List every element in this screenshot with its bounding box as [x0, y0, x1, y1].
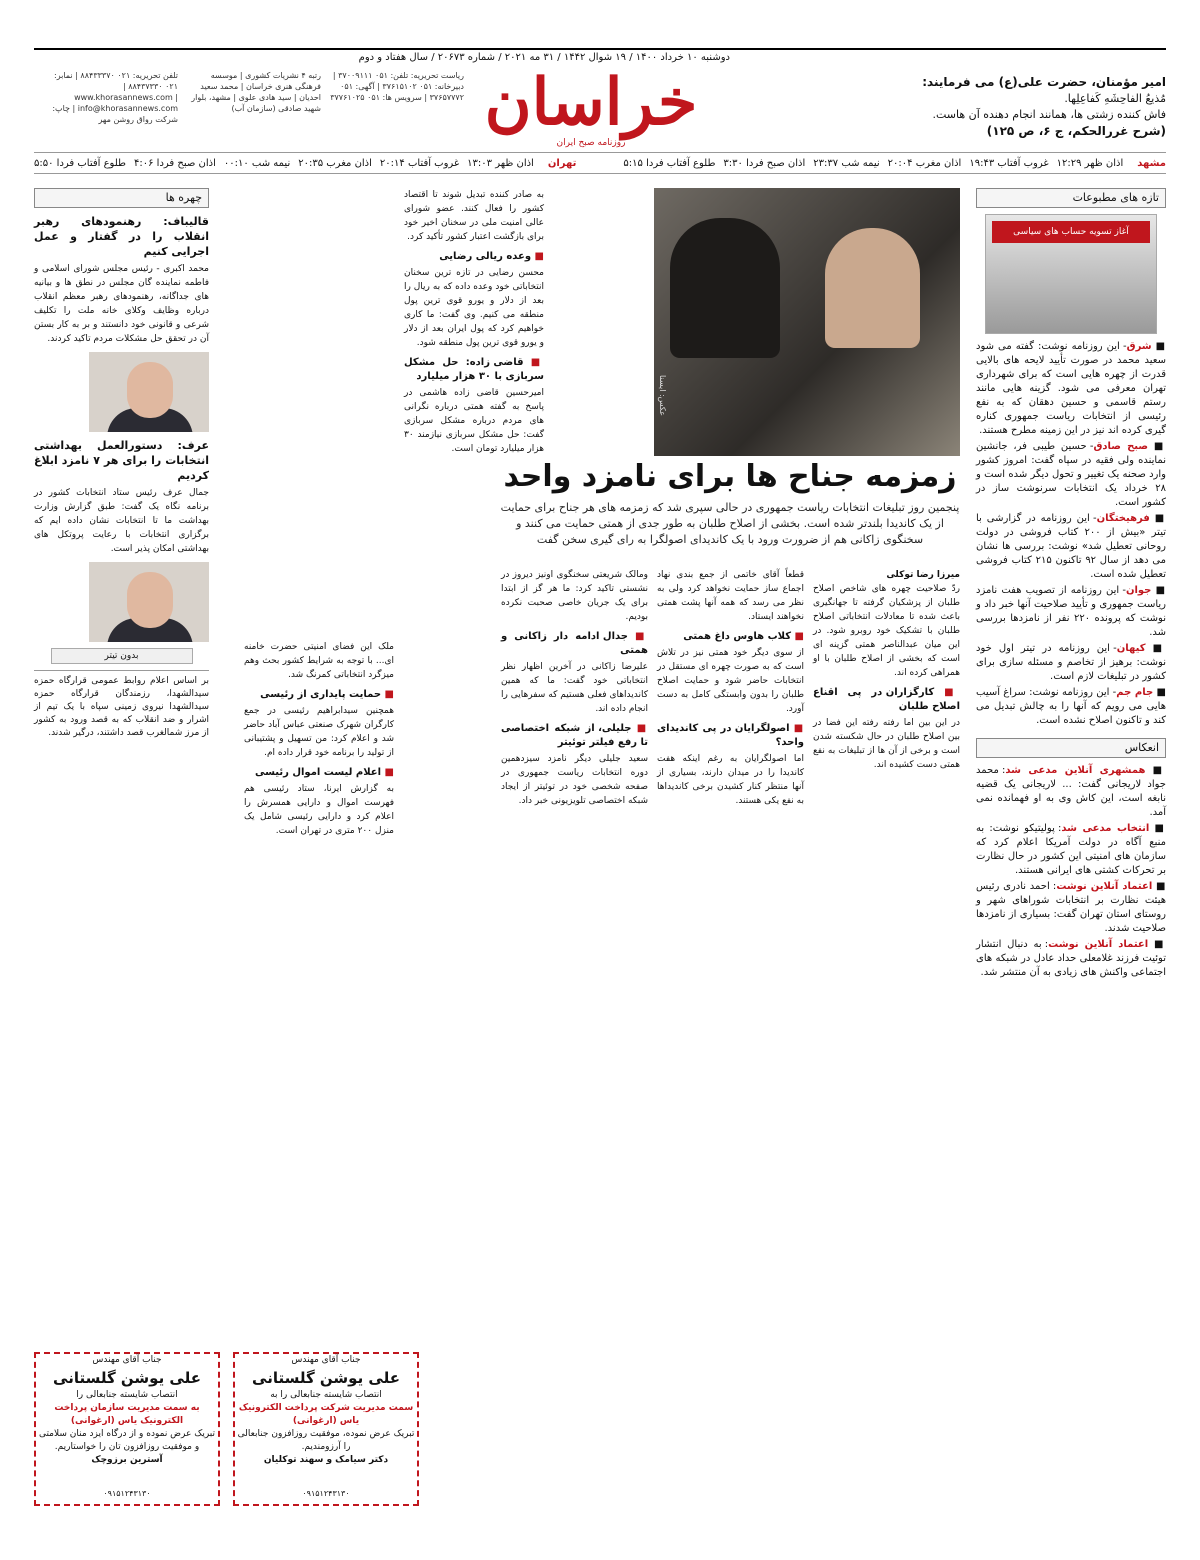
paragraph: به صادر کننده تبدیل شوند تا اقتصاد کشور را فعال کنند. عضو شورای عالی امنیت ملی در سخنان اخیر خود برای بازگشت اعتبار کشور تأکید کرد. — [404, 190, 544, 242]
photo-figure-right — [825, 228, 920, 348]
lead-paragraph: پنجمین روز تبلیغات انتخابات ریاست جمهوری در حالی سپری شد که زمزمه های هر جناح برای حمایت از یک کاندیدا بلندتر شده است. بخشی از اصلاح طلبان به طور جدی از همتی حمایت می کنند و سخنگوی زاکانی هم از ضرورت ورود با یک کاندیدای اصولگرا به رای گیری سخن گفت — [500, 501, 960, 546]
echo-text: : پولیتیکو نوشت: به منبع آگاه در دولت آمریکا اعلام کرد که سازمان های امنیتی این کشور در حال نظارت بر تحرکات کشتی های ایرانی هستند. — [976, 823, 1166, 876]
dateline: دوشنبه ۱۰ خرداد ۱۴۰۰ / ۱۹ شوال ۱۴۴۲ / ۳۱ مه ۲۰۲۱ / شماره ۲۰۶۷۳ / سال هفتاد و دوم — [358, 52, 730, 63]
paragraph: ملک این فضای امنیتی حضرت خامنه ای... با توجه به شرایط کشور بحث وهم میزگرد انتخاباتی کمرنگ شد. — [244, 642, 394, 680]
prayer-time: نیمه شب ۰۰:۱۰ — [223, 157, 291, 169]
subhead: ■ قاضی زاده: حل مشکل سربازی با ۳۰ هزار میلیارد — [404, 356, 544, 384]
middle-column — [244, 640, 394, 838]
obit-title: بدون تیتر — [51, 648, 193, 664]
quote-title: امیر مؤمنان، حضرت علی(ع) می فرمایند: — [922, 75, 1166, 89]
echo-section-title: انعکاس — [976, 738, 1166, 758]
paragraph: امیرحسین قاضی زاده هاشمی در پاسخ به گفته همتی درباره نگرانی های مردم درباره مشکل سربازی گفت: حل مشکل سربازی نیازمند ۳۰ هزار میلیارد تومان است. — [404, 388, 544, 454]
subhead: ■ کارگزاران در پی اقناع اصلاح طلبان — [813, 686, 960, 714]
paragraph: علیرضا زاکانی در آخرین اظهار نظر انتخاباتی خود گفت: ما که همین کاندیداهای فعلی هستیم که سفرهایی را انجام داده اند. — [501, 662, 648, 714]
faces-section-title: چهره ها — [34, 188, 209, 208]
paragraph: از سوی دیگر خود همتی نیز در تلاش است که به صورت چهره ای مستقل در انتخابات حاضر شود و حمایت اصلاح طلبان را بدون وابستگی کامل به دست آورد. — [657, 648, 804, 714]
ad-line: تبریک عرض نموده و از درگاه ایزد منان سلامتی و موفقیت روزافزون تان را خواستاریم. — [38, 1429, 216, 1452]
ad-head: جناب آقای مهندس — [291, 1355, 361, 1365]
list-item: ■ اعتماد آنلاین نوشت: به دنبال انتشار توئیت فرزند غلامعلی حداد عادل در شبکه های اجتماعی واکنش های زیادی به آن منتشر شد. — [976, 939, 1166, 978]
info-col-3: تلفن تحریریه: ۰۲۱ ۸۸۴۳۳۳۷۰ | نمابر: ۰۲۱ ۸۸۴۳۷۳۳۰ | www.khorasannews.com | info@khorasannews.com | چاپ: شرکت رواق روشن مهر — [52, 71, 178, 124]
ad-signature: دکتر سیامک و سهند توکلیان — [263, 1455, 389, 1465]
list-item: ■ همشهری آنلاین مدعی شد: محمد جواد لاریجانی گفت: ... لاریجانی یک قضیه نابغه است، این کاش وی به او فهمانده نمی آمد. — [976, 765, 1166, 818]
echo-text: : محمد جواد لاریجانی گفت: ... لاریجانی یک قضیه نابغه است، این کاش وی به او فهمانده نمی آمد. — [976, 765, 1166, 818]
subhead: ■ جدال ادامه دار زاکانی و همتی — [501, 630, 648, 658]
press-text: - حسین طیبی فر، جانشین نماینده ولی فقیه در سپاه گفت: امروز کشور وارد صحنه یک تغییر و تحول دیگر شده است و ۲۸ خرداد یک انتخابات سرنوشت ساز در کشور است. — [976, 441, 1166, 508]
press-name: فرهیختگان — [1096, 513, 1150, 524]
faces-item-text: محمد اکبری - رئیس مجلس شورای اسلامی و فاطمه نماینده گان مجلس در نطق ها و بیانیه های جداگانه، رهنمودهای رهبر معظم انقلاب درباره وظایف وکلای خانه ملت را تکلیف شرعی و قانونی خود دانستند و بر به کار بستن آن در تحقق حل مشکلات مردم تاکید کردند. — [34, 264, 209, 344]
prayer-time: اذان ظهر ۱۲:۲۹ — [1056, 157, 1124, 169]
paragraph: ومالک شریعتی سخنگوی اونیز دیروز در نشستی تاکید کرد: ما هر گز از ابتدا برای یک جریان خاصی صحبت نکرده بودیم. — [501, 570, 648, 622]
paragraph: محسن رضایی در تازه ترین سخنان انتخاباتی خود وعده داده که به ریال را بعد از دلار و یورو قوی ترین پول منطقه می کنیم. وی گفت: ما کاری خواهیم کرد که پول ایران بعد از دلار و یورو قوی ترین پول منطقه شود. — [404, 268, 544, 348]
subhead: ■ حمایت پایداری از رئیسی — [244, 688, 394, 702]
echo-name: انتخاب مدعی شد — [1061, 823, 1150, 834]
left-sidebar — [34, 188, 209, 740]
faces-item-title: قالیباف: رهنمودهای رهبر انقلاب را در گفتار و عمل اجرایی کنیم — [34, 215, 209, 258]
subhead: ■ اصولگرایان در پی کاندیدای واحد؟ — [657, 722, 804, 750]
photo-figure-left — [670, 218, 780, 358]
echo-name: همشهری آنلاین مدعی شد — [1005, 765, 1146, 776]
paragraph: به گزارش ایرنا، ستاد رئیسی هم فهرست اموال و دارایی همسرش را اعلام کرد و دارایی رئیسی شامل یک منزل ۲۰۰ متری در تهران است. — [244, 784, 394, 836]
paragraph: در این بین اما رفته رفته این فضا در بین اصلاح طلبان در حال شکسته شدن است و برخی از آن ها از تبلیغات به نفع همتی دست کشیده اند. — [813, 718, 960, 770]
prayer-times-bar — [34, 152, 1166, 174]
press-thumbnail — [985, 214, 1157, 334]
quote-source: (شرح غررالحکم، ج ۶، ص ۱۲۵) — [986, 124, 1166, 138]
obit-text: بر اساس اعلام روابط عمومی قرارگاه حمزه سیدالشهدا، رزمندگان قرارگاه حمزه سیدالشهدا نیروی زمینی سپاه با یک تیم از اشرار و ضد انقلاب که به قصد ورود به کشور از مرز شمالغرب قصد داشتند، درگیر شدند. — [34, 670, 209, 740]
prayer-time: طلوع آفتاب فردا ۵:۵۰ — [34, 157, 126, 169]
photo-credit: عکس: ایسنا — [658, 374, 667, 416]
logo-text: خراسان — [484, 65, 698, 140]
paragraph: قطعاً آقای خاتمی از جمع بندی نهاد اجماع ساز حمایت نخواهد کرد ولی به نظر می رسد که همه آنها پشت همتی نخواهند ایستاد. — [657, 570, 804, 622]
subhead: ■ وعده ریالی رضایی — [404, 250, 544, 264]
press-section-title: تازه های مطبوعات — [976, 188, 1166, 208]
faces-item-title: عرف: دستورالعمل بهداشتی انتخابات را برای هر ۷ نامزد ابلاغ کردیم — [34, 439, 209, 482]
prayer-tehran — [34, 158, 576, 169]
city-tehran: تهران — [547, 157, 577, 169]
prayer-time: نیمه شب ۲۳:۳۷ — [813, 157, 880, 169]
prayer-time: اذان صبح فردا ۳:۳۰ — [723, 157, 806, 169]
press-name: جام جم — [1116, 687, 1154, 698]
thumb-headline: آغاز تسویه حساب های سیاسی — [992, 221, 1150, 243]
paragraph: سعید جلیلی دیگر نامزد سیزدهمین دوره انتخابات ریاست جمهوری در صفحه شخصی خود در توئیتر از ایجاد شبکه اختصاصی تلویزیونی خبر داد. — [501, 754, 648, 806]
ad-name: علی یوشن گلستانی — [53, 1369, 201, 1387]
press-name: جوان — [1125, 585, 1152, 596]
paragraph: همچنین سیدابراهیم رئیسی در جمع کارگران شهرک صنعتی عباس آباد حاضر شد و اعلام کرد: من تسهیل و پشتیبانی از تولید را برنامه خود قرار داده ام. — [244, 706, 394, 758]
ad-name: علی یوشن گلستانی — [252, 1369, 400, 1387]
masthead — [34, 66, 1166, 152]
press-text: - این روزنامه از تصویب هفت نامزد ریاست جمهوری و تأیید صلاحیت آنها خبر داد و نوشت که پرونده ۲۲۰ نفر از نامزدها بررسی شد. — [976, 585, 1166, 638]
list-item: ■ صبح صادق- حسین طیبی فر، جانشین نماینده ولی فقیه در سپاه گفت: امروز کشور وارد صحنه یک تغییر و تحول دیگر شده است و ۲۸ خرداد یک انتخابات سرنوشت ساز در کشور است. — [976, 441, 1166, 508]
faces-item-text: جمال عرف رئیس ستاد انتخابات کشور در برنامه نگاه یک گفت: طبق گزارش وزارت بهداشت ما تا انتخابات نشان داده ایم که برگزاری انتخابات با رعایت پروتکل های بهداشتی امکان پذیر است. — [34, 488, 209, 554]
portrait-photo — [89, 352, 209, 432]
ad-line: تبریک عرض نموده، موفقیت روزافزون جنابعالی را آرزومندیم. — [237, 1429, 415, 1452]
subhead: ■ کلاب هاوس داغ همتی — [657, 630, 804, 644]
ad-phone: ۰۹۱۵۱۲۴۳۱۳۰ — [302, 1489, 350, 1498]
prayer-time: غروب آفتاب ۲۰:۱۴ — [379, 157, 460, 169]
body-column-3 — [501, 568, 648, 808]
logo-subtitle: روزنامه صبح ایران — [556, 138, 626, 148]
side-column-1 — [404, 188, 544, 456]
press-name: کیهان — [1116, 643, 1146, 654]
right-sidebar — [976, 188, 1166, 982]
quote-text: فاش کننده زشتی ها، همانند انجام دهنده آن هاست. — [932, 108, 1166, 121]
ad-line: انتصاب شایسته جنابعالی را — [76, 1390, 178, 1400]
top-rule — [34, 48, 1166, 50]
info-col-1: ریاست تحریریه: تلفن: ۰۵۱ ۳۷۰۰۹۱۱۱ | دبیرخانه: ۰۵۱ ۳۷۶۱۵۱۰۲ | آگهی: ۰۵۱ ۳۷۶۵۷۷۷۲ | سرویس ها: ۰۵۱ ۳۷۷۶۱۰۲۵ — [330, 71, 464, 102]
ad-highlight: به سمت مدیریت سازمان پرداخت الکترونیک یاس (ارغوانی) — [54, 1403, 200, 1426]
author-name: میرزا رضا توکلی — [886, 570, 960, 580]
echo-text: : به دنبال انتشار توئیت فرزند غلامعلی حداد عادل در شبکه های اجتماعی واکنش های زیادی به آن منتشر شد. — [976, 939, 1166, 978]
paragraph: اما اصولگرایان به رغم اینکه هفت کاندیدا را در میدان دارند، بسیاری از آنها منتظر کنار کشیدن برخی کاندیداها به نفع یکی هستند. — [657, 754, 804, 806]
ad-phone: ۰۹۱۵۱۲۴۳۱۳۰ — [103, 1489, 151, 1498]
press-text: - این روزنامه نوشت: گفته می شود سعید محمد در صورت تأیید لایحه های بالایی قدرت از چهره هایی است که برای شهرداری تهران معرفی می شود. گزینه هایی مانند رستم قاسمی و حسین دهقان که به نفع رئیسی از انتخابات ریاست جمهوری کناره گیری کرده اند نیز در این زمینه مطرح هستند. — [976, 341, 1166, 436]
subhead: ■ جلیلی، از شبکه اختصاصی تا رفع فیلتر توئیتر — [501, 722, 648, 750]
main-headline: زمزمه جناح ها برای نامزد واحد — [503, 459, 957, 494]
list-item: ■ شرق- این روزنامه نوشت: گفته می شود سعید محمد در صورت تأیید لایحه های بالایی قدرت از چهره هایی است که برای شهرداری تهران معرفی می شود. گزینه هایی مانند رستم قاسمی و حسین دهقان که به نفع رئیسی از انتخابات ریاست جمهوری کناره گیری کرده اند نیز در این زمینه مطرح هستند. — [976, 341, 1166, 436]
quote-box — [916, 74, 1166, 140]
ad-head: جناب آقای مهندس — [92, 1355, 162, 1365]
portrait-photo — [89, 562, 209, 642]
list-item: ■ کیهان- این روزنامه در تیتر اول خود نوشت: برهیز از تخاصم و مسئله سازی برای کشور در تبلیغات لازم است. — [976, 643, 1166, 682]
newspaper-logo — [471, 65, 711, 148]
prayer-time: اذان مغرب ۲۰:۳۵ — [298, 157, 372, 169]
echo-name: اعتماد آنلاین نوشت — [1056, 881, 1153, 892]
list-item: ■ جوان- این روزنامه از تصویب هفت نامزد ریاست جمهوری و تأیید صلاحیت آنها خبر داد و نوشت که پرونده ۲۲۰ نفر از نامزدها بررسی شد. — [976, 585, 1166, 638]
press-text: - این روزنامه در تیتر اول خود نوشت: برهیز از تخاصم و مسئله سازی برای کشور در تبلیغات لازم است. — [976, 643, 1166, 682]
ads-area — [34, 1352, 419, 1502]
list-item: ■ جام جم- این روزنامه نوشت: سراغ آسیب هایی می رویم که آنها را به چالش تبدیل می کند و تاکنون اصلاح نشده است. — [976, 687, 1166, 726]
list-item: ■ فرهیختگان- این روزنامه در گزارشی با تیتر «بیش از ۲۰۰ کتاب فروشی در دولت روحانی تعطیل شد» نوشت: بررسی ها نشان می دهد از سال ۹۲ تاکنون ۲۱۵ کتاب فروشی تعطیل شده است. — [976, 513, 1167, 580]
congrats-ad — [34, 1352, 220, 1506]
press-list — [976, 340, 1166, 728]
main-photo — [654, 188, 960, 456]
prayer-time: طلوع آفتاب فردا ۵:۱۵ — [623, 157, 716, 169]
prayer-mashhad — [623, 158, 1166, 169]
prayer-time: اذان ظهر ۱۳:۰۳ — [467, 157, 534, 169]
press-name: شرق — [1126, 341, 1152, 352]
city-mashhad: مشهد — [1137, 157, 1166, 169]
info-col-2: رتبه ۴ نشریات کشوری | موسسه فرهنگی هنری خراسان | محمد سعید احدیان | سید هادی علوی | مشهد، بلوار شهید صادقی (سازمان آب) — [191, 71, 321, 113]
prayer-time: اذان صبح فردا ۴:۰۶ — [134, 157, 216, 169]
body-column-1 — [813, 568, 960, 772]
press-name: صبح صادق — [1093, 441, 1149, 452]
body-column-2 — [657, 568, 804, 808]
ad-highlight: سمت مدیریت شرکت پرداخت الکترونیک یاس (ارغوانی) — [238, 1403, 414, 1426]
quote-arabic: مُذیعُ الفاحِشَهِ کَفاعِلِها. — [1064, 92, 1166, 105]
echo-text: : احمد نادری رئیس هیئت نظارت بر انتخابات شوراهای شهر و روستای استان تهران گفت: بسیاری از نامزدها صلاحیت شدند. — [976, 881, 1166, 934]
story-body — [500, 568, 960, 808]
side-news-columns — [244, 188, 544, 456]
press-text: - این روزنامه در گزارشی با تیتر «بیش از ۲۰۰ کتاب فروشی در دولت روحانی تعطیل شد» نوشت: بررسی ها نشان می دهد از سال ۹۲ تاکنون ۲۱۵ کتاب فروشی تعطیل شده است. — [976, 513, 1167, 580]
paragraph: ردّ صلاحیت چهره های شاخص اصلاح طلبان از پزشکیان گرفته تا جهانگیری باعث شده تا معادلات انتخاباتی اصلاح طلبان با تشکیک خود روبرو شود. در این میان عبدالناصر همتی گزینه ای است که بخشی از اصلاح طلبان با او همراهی کرده اند. — [813, 584, 960, 678]
publisher-info — [34, 70, 464, 125]
ad-line: انتصاب شایسته جنابعالی را به — [270, 1390, 382, 1400]
list-item: ■ اعتماد آنلاین نوشت: احمد نادری رئیس هیئت نظارت بر انتخابات شوراهای شهر و روستای استان تهران گفت: بسیاری از نامزدها صلاحیت شدند. — [976, 881, 1166, 934]
press-text: - این روزنامه نوشت: سراغ آسیب هایی می رویم که آنها را به چالش تبدیل می کند و تاکنون اصلاح نشده است. — [976, 687, 1166, 726]
prayer-time: اذان مغرب ۲۰:۰۴ — [887, 157, 962, 169]
list-item: ■ انتخاب مدعی شد: پولیتیکو نوشت: به منبع آگاه در دولت آمریکا اعلام کرد که سازمان های امنیتی این کشور در حال نظارت بر تحرکات کشتی های ایرانی هستند. — [976, 823, 1166, 876]
prayer-time: غروب آفتاب ۱۹:۴۳ — [969, 157, 1049, 169]
echo-name: اعتماد آنلاین نوشت — [1048, 939, 1149, 950]
congrats-ad — [233, 1352, 419, 1506]
subhead: ■ اعلام لیست اموال رئیسی — [244, 766, 394, 780]
ad-signature: آسترین برزوچک — [91, 1455, 163, 1465]
